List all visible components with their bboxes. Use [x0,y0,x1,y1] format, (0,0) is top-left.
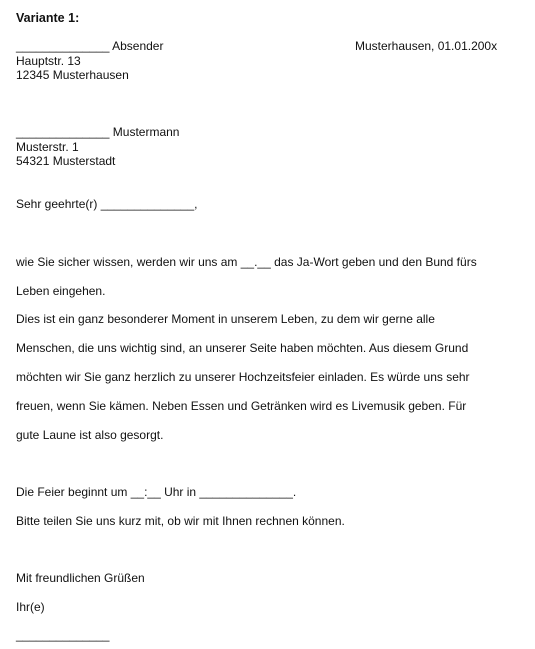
variant-heading: Variante 1: [16,11,80,25]
recipient-name-line: ______________ Mustermann [16,125,180,139]
sender-city: 12345 Musterhausen [16,68,129,82]
event-details-line: Die Feier beginnt um __:__ Uhr in ______________. [16,485,297,499]
place-date: Musterhausen, 01.01.200x [355,39,498,53]
body-line: gute Laune ist also gesorgt. [16,428,164,442]
recipient-street: Musterstr. 1 [16,140,79,154]
body-line: möchten wir Sie ganz herzlich zu unserer Hochzeitsfeier einladen. Es würde uns sehr [16,370,470,384]
closing-phrase: Mit freundlichen Grüßen [16,571,145,585]
sender-street: Hauptstr. 13 [16,54,81,68]
sender-name-line: ______________ Absender [16,39,164,53]
recipient-city: 54321 Musterstadt [16,154,116,168]
salutation: Sehr geehrte(r) ______________, [16,197,198,211]
body-line: Leben eingehen. [16,284,106,298]
reply-request-line: Bitte teilen Sie uns kurz mit, ob wir mit Ihnen rechnen können. [16,514,345,528]
body-line: Menschen, die uns wichtig sind, an unserer Seite haben möchten. Aus diesem Grund [16,341,469,355]
body-line: wie Sie sicher wissen, werden wir uns am __.__ das Ja-Wort geben und den Bund fürs [16,255,477,269]
signature-line: ______________ [16,628,110,642]
signoff: Ihr(e) [16,600,45,614]
body-line: freuen, wenn Sie kämen. Neben Essen und Getränken wird es Livemusik geben. Für [16,399,467,413]
body-line: Dies ist ein ganz besonderer Moment in unserem Leben, zu dem wir gerne alle [16,312,435,326]
